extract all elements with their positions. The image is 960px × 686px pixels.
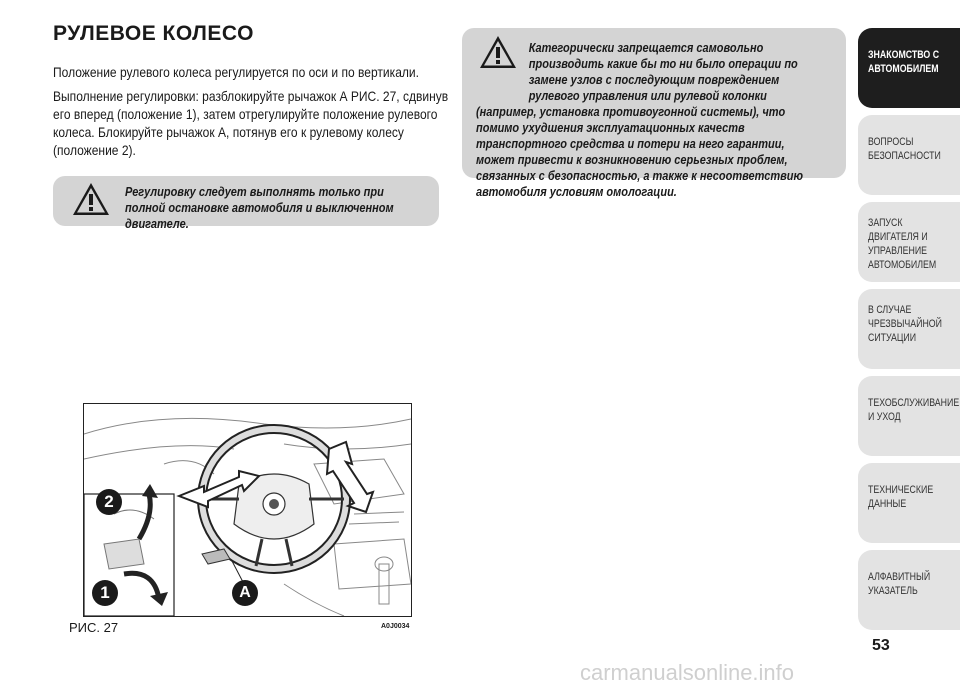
- page-number: 53: [872, 637, 890, 654]
- lever-a-label: A: [232, 580, 258, 606]
- tab-safety[interactable]: [858, 115, 960, 195]
- tab-starting-driving[interactable]: [858, 202, 960, 282]
- tab-label: ВОПРОСЫ БЕЗОПАСНОСТИ: [868, 136, 941, 162]
- steering-wheel: [202, 429, 346, 569]
- tab-technical-data[interactable]: [858, 463, 960, 543]
- watermark: carmanualsonline.info: [580, 660, 795, 685]
- warning-triangle-icon: [71, 181, 111, 217]
- warning-text-stop: Регулировку следует выполнять только при полной остановке автомобиля и выключенном двигателе.: [125, 185, 394, 231]
- figure-caption: РИС. 27: [69, 620, 119, 635]
- warning-box-modification: [462, 28, 846, 199]
- tab-maintenance[interactable]: [858, 376, 960, 456]
- tab-label: ЗНАКОМСТВО С АВТОМОБИЛЕМ: [868, 49, 940, 75]
- tab-index[interactable]: [858, 550, 960, 630]
- tab-label: ЗАПУСК ДВИГАТЕЛЯ И УПРАВЛЕНИЕ АВТОМОБИЛЕМ: [868, 217, 937, 271]
- warning-text-lead: Категорически запрещается самовольно производить какие бы то ни было операции по замене узлов с последующим повреждением рулевого управления или рулевой колонки: [528, 41, 798, 103]
- page-title: РУЛЕВОЕ КОЛЕСО: [53, 22, 254, 45]
- warning-text-rest: (например, установка противоугонной системы), что помимо ухудшения эксплуатационных качеств транспортного средства и потери на него гарантии, может привести к возникновению серьезных проблем, связанных с безопасностью, а также к несоответствию автомобиля условиям омологации.: [476, 105, 804, 199]
- position-2-label: 2: [96, 489, 122, 515]
- tab-label: В СЛУЧАЕ ЧРЕЗВЫЧАЙНОЙ СИТУАЦИИ: [868, 304, 942, 344]
- tab-emergency[interactable]: [858, 289, 960, 369]
- paragraph-intro: Положение рулевого колеса регулируется по оси и по вертикали.: [53, 64, 419, 80]
- paragraph-procedure: Выполнение регулировки: разблокируйте рычажок А РИС. 27, сдвинув его вперед (положение 1), затем отрегулируйте положение рулевого колеса. Блокируйте рычажок А, потянув его к рулевому колесу (положение 2).: [53, 88, 449, 158]
- tab-getting-to-know[interactable]: [858, 28, 960, 108]
- warning-text-modification: [476, 40, 815, 200]
- figure-code: A0J0034: [381, 623, 410, 630]
- position-1-label: 1: [92, 580, 118, 606]
- tab-label: ТЕХНИЧЕСКИЕ ДАННЫЕ: [868, 484, 934, 510]
- tab-label: АЛФАВИТНЫЙ УКАЗАТЕЛЬ: [868, 571, 931, 597]
- tab-label: ТЕХОБСЛУЖИВАНИЕ И УХОД: [868, 397, 960, 423]
- steering-wheel-figure: [83, 403, 412, 617]
- warning-box-stop: [53, 176, 439, 231]
